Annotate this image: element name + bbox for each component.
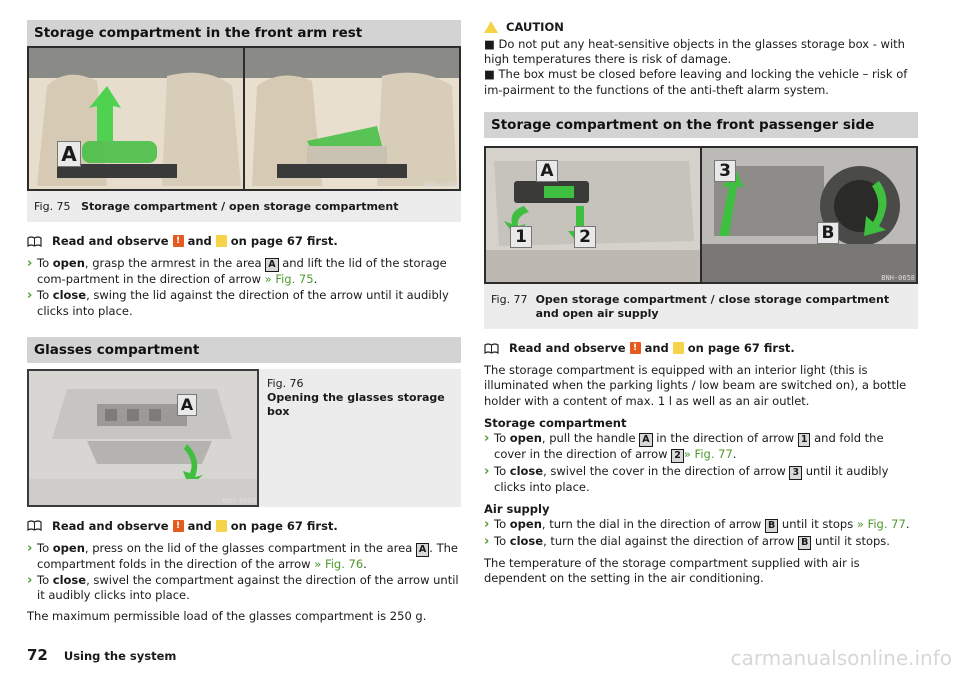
step-close: › To close, swing the lid against the direction of the arrow until it audibly clicks into place. xyxy=(27,288,461,318)
label-tag: 2 xyxy=(671,449,684,463)
figure-link[interactable]: » Fig. 77 xyxy=(856,516,906,531)
image-code: BNH-0658 xyxy=(881,273,915,282)
figure-number: Fig. 77 xyxy=(491,292,528,306)
steps-storage xyxy=(484,431,918,495)
left-column xyxy=(27,20,461,625)
warning-icon: ! xyxy=(173,235,184,247)
figure-number: Fig. 75 xyxy=(34,200,71,213)
figure-75-caption xyxy=(27,191,461,222)
read-observe-line: Read and observe ! and on page 67 first. xyxy=(27,234,461,248)
label-tag: A xyxy=(639,433,652,447)
read-observe-line: Read and observe ! and on page 67 first. xyxy=(484,341,918,355)
callout-1: 1 xyxy=(510,226,532,248)
caution-list xyxy=(484,37,918,98)
image-code: BNH-0603 xyxy=(222,496,256,505)
label-tag: 1 xyxy=(798,433,811,447)
figure-link[interactable]: » Fig. 77 xyxy=(683,446,733,461)
caution-icon xyxy=(484,21,498,33)
callout-a: A xyxy=(177,394,197,416)
warning-icon: ! xyxy=(630,342,641,354)
figure-75-image xyxy=(27,46,461,191)
callout-a: A xyxy=(57,141,81,167)
section-title-glasses: Glasses compartment xyxy=(27,337,461,363)
step-open: › To open, pull the handle A in the direction of arrow 1 and fold the cover in the direction of arrow 2 » Fig. 77. xyxy=(484,431,918,463)
image-code: BNH-0369 xyxy=(424,181,458,189)
step-open: › To open, grasp the armrest in the area A and lift the lid of the storage com-partment in the direction of arrow » Fig. 75. xyxy=(27,256,461,287)
steps-armrest xyxy=(27,256,461,319)
figure-77 xyxy=(484,146,918,330)
page-footer xyxy=(27,646,176,664)
note-icon xyxy=(673,342,684,354)
watermark: carmanualsonline.info xyxy=(730,646,952,670)
figure-76-image xyxy=(27,369,259,507)
steps-air xyxy=(484,517,918,550)
section-title-armrest: Storage compartment in the front arm rest xyxy=(27,20,461,46)
callout-a: A xyxy=(536,160,558,182)
callout-2: 2 xyxy=(574,226,596,248)
subheading-air: Air supply xyxy=(484,501,550,516)
note-icon xyxy=(216,520,227,532)
subheading-storage: Storage compartment xyxy=(484,415,627,430)
figure-76-caption xyxy=(259,369,461,507)
figure-link[interactable]: » Fig. 75 xyxy=(264,272,314,287)
step-close: › To close, swivel the cover in the direction of arrow 3 until it audibly clicks into place. xyxy=(484,464,918,495)
figure-75 xyxy=(27,46,461,222)
label-tag: A xyxy=(416,543,429,557)
figure-caption-text: Open storage compartment / close storage compartment and open air supply xyxy=(535,292,890,320)
step-close: › To close, swivel the compartment against the direction of the arrow until it audibly clicks into place. xyxy=(27,573,461,603)
step-open: › To open, press on the lid of the glasses compartment in the area A . The compartment folds in the direction of the arrow » Fig. 76. xyxy=(27,541,461,572)
label-tag: 3 xyxy=(789,466,802,480)
book-icon xyxy=(27,236,42,247)
figure-number: Fig. 76 xyxy=(267,376,304,390)
chapter-title: Using the system xyxy=(63,649,177,663)
page-number: 72 xyxy=(27,646,48,664)
figure-76 xyxy=(27,369,461,507)
temperature-text: The temperature of the storage compartment supplied with air is dependent on the setting in the air conditioning. xyxy=(484,555,860,586)
right-column xyxy=(484,20,918,586)
callout-3: 3 xyxy=(714,160,736,182)
label-tag: B xyxy=(765,519,778,533)
figure-caption-text: Opening the glasses storage box xyxy=(267,391,445,419)
section-title-passenger: Storage compartment on the front passenger side xyxy=(484,112,918,138)
caution-heading: CAUTION xyxy=(484,20,918,34)
read-observe-line: Read and observe ! and on page 67 first. xyxy=(27,519,461,533)
intro-text: The storage compartment is equipped with an interior light (this is illuminated when the parking lights / low beam are switched on), a bottle holder with a content of max. 1 l as well as an air outlet. xyxy=(484,363,907,408)
figure-77-caption xyxy=(484,284,918,330)
figure-77-image xyxy=(484,146,918,284)
armrest-illustration xyxy=(27,46,461,191)
step-close: › To close, turn the dial against the direction of arrow B until it stops. xyxy=(484,534,918,550)
book-icon xyxy=(484,343,499,354)
book-icon xyxy=(27,520,42,531)
figure-caption-text: Storage compartment / open storage compartment xyxy=(81,200,399,213)
steps-glasses xyxy=(27,541,461,604)
note-icon xyxy=(216,235,227,247)
max-load-text: The maximum permissible load of the glasses compartment is 250 g. xyxy=(27,609,427,624)
figure-link[interactable]: » Fig. 76 xyxy=(314,556,364,571)
callout-b: B xyxy=(817,222,839,244)
caution-item: ■ Do not put any heat-sensitive objects in the glasses storage box - with high temperatures there is risk of damage. xyxy=(484,37,905,67)
warning-icon: ! xyxy=(173,520,184,532)
label-tag: A xyxy=(265,258,278,272)
label-tag: B xyxy=(798,536,811,550)
step-open: › To open, turn the dial in the direction of arrow B until it stops » Fig. 77. xyxy=(484,517,918,533)
glasses-box-illustration xyxy=(27,369,259,507)
caution-item: ■ The box must be closed before leaving and locking the vehicle – risk of im-pairment to the functions of the anti-theft alarm system. xyxy=(484,67,908,97)
